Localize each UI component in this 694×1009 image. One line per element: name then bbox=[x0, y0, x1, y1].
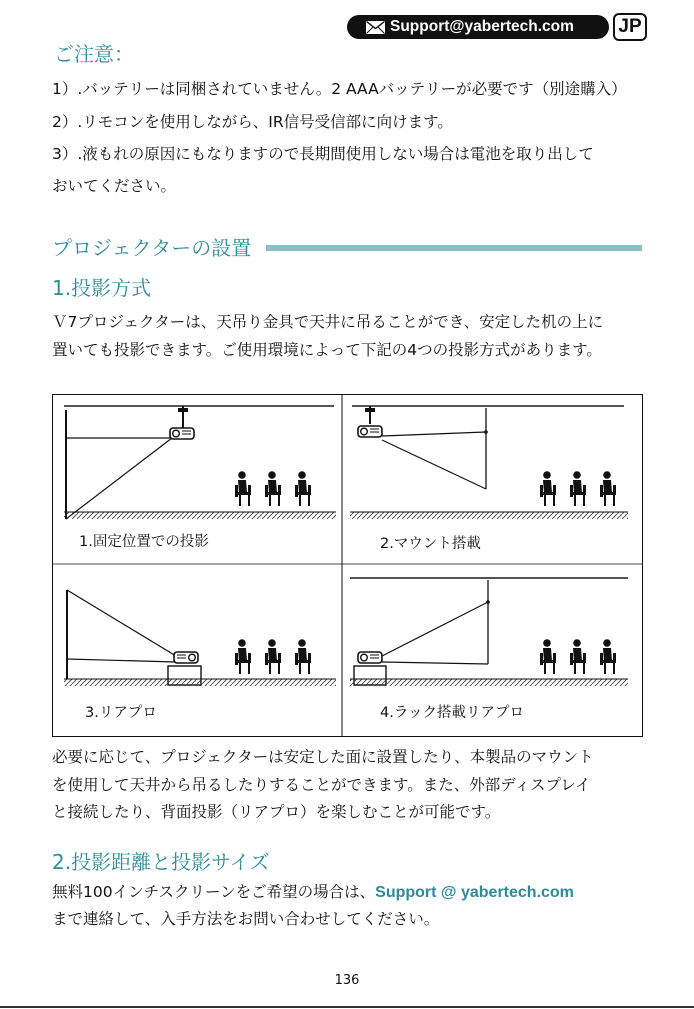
caption-mount: 2.マウント搭載 bbox=[380, 536, 481, 552]
language-badge: JP bbox=[613, 13, 647, 41]
screen-offer-text: 無料100インチスクリーンをご希望の場合は、 bbox=[52, 883, 376, 901]
projection-modes-diagram bbox=[52, 394, 643, 737]
support-email-pill[interactable] bbox=[347, 15, 609, 39]
caption-rear-projection: 3.リアプロ bbox=[85, 705, 157, 721]
section-title: プロジェクターの設置 bbox=[52, 236, 252, 260]
support-badge bbox=[347, 13, 647, 43]
intro-line-2: 置いても投影できます。ご使用環境によって下記の4つの投影方式があります。 bbox=[52, 341, 602, 359]
support-contact-link[interactable]: Support @ yabertech.com bbox=[375, 884, 574, 901]
notice-line-2: 2）.リモコンを使用しながら、IR信号受信部に向けます。 bbox=[52, 113, 453, 131]
caption-fixed-position: 1.固定位置での投影 bbox=[79, 534, 209, 550]
screen-offer-line bbox=[52, 880, 574, 902]
caption-rack-rear-projection: 4.ラック搭載リアプロ bbox=[380, 705, 525, 721]
notice-line-4: おいてください。 bbox=[52, 177, 177, 195]
after-line-3: と接続したり、背面投影（リアプロ）を楽しむことが可能です。 bbox=[52, 803, 501, 821]
screen-offer-line-2: まで連絡して、入手方法をお問い合わせしてください。 bbox=[52, 910, 440, 928]
intro-line-1: Ｖ7プロジェクターは、天吊り金具で天井に吊ることができ、安定した机の上に bbox=[52, 313, 604, 331]
subsection-projection-method: 1.投影方式 bbox=[52, 276, 152, 300]
bottom-rule bbox=[0, 1006, 694, 1008]
subsection-distance-size: 2.投影距離と投影サイズ bbox=[52, 850, 270, 874]
after-line-1: 必要に応じて、プロジェクターは安定した面に設置したり、本製品のマウント bbox=[52, 748, 594, 766]
after-line-2: を使用して天井から吊るしたりすることができます。また、外部ディスプレイ bbox=[52, 776, 591, 794]
section-rule bbox=[266, 245, 642, 251]
page-number: 136 bbox=[334, 973, 360, 988]
envelope-icon bbox=[366, 21, 385, 34]
notice-title: ご注意： bbox=[54, 42, 134, 66]
support-email: Support@yabertech.com bbox=[390, 18, 574, 35]
notice-line-1: 1）.バッテリーは同梱されていません。2 AAAバッテリーが必要です（別途購入） bbox=[52, 80, 627, 98]
notice-line-3: 3）.液もれの原因にもなりますので長期間使用しない場合は電池を取り出して bbox=[52, 145, 594, 163]
